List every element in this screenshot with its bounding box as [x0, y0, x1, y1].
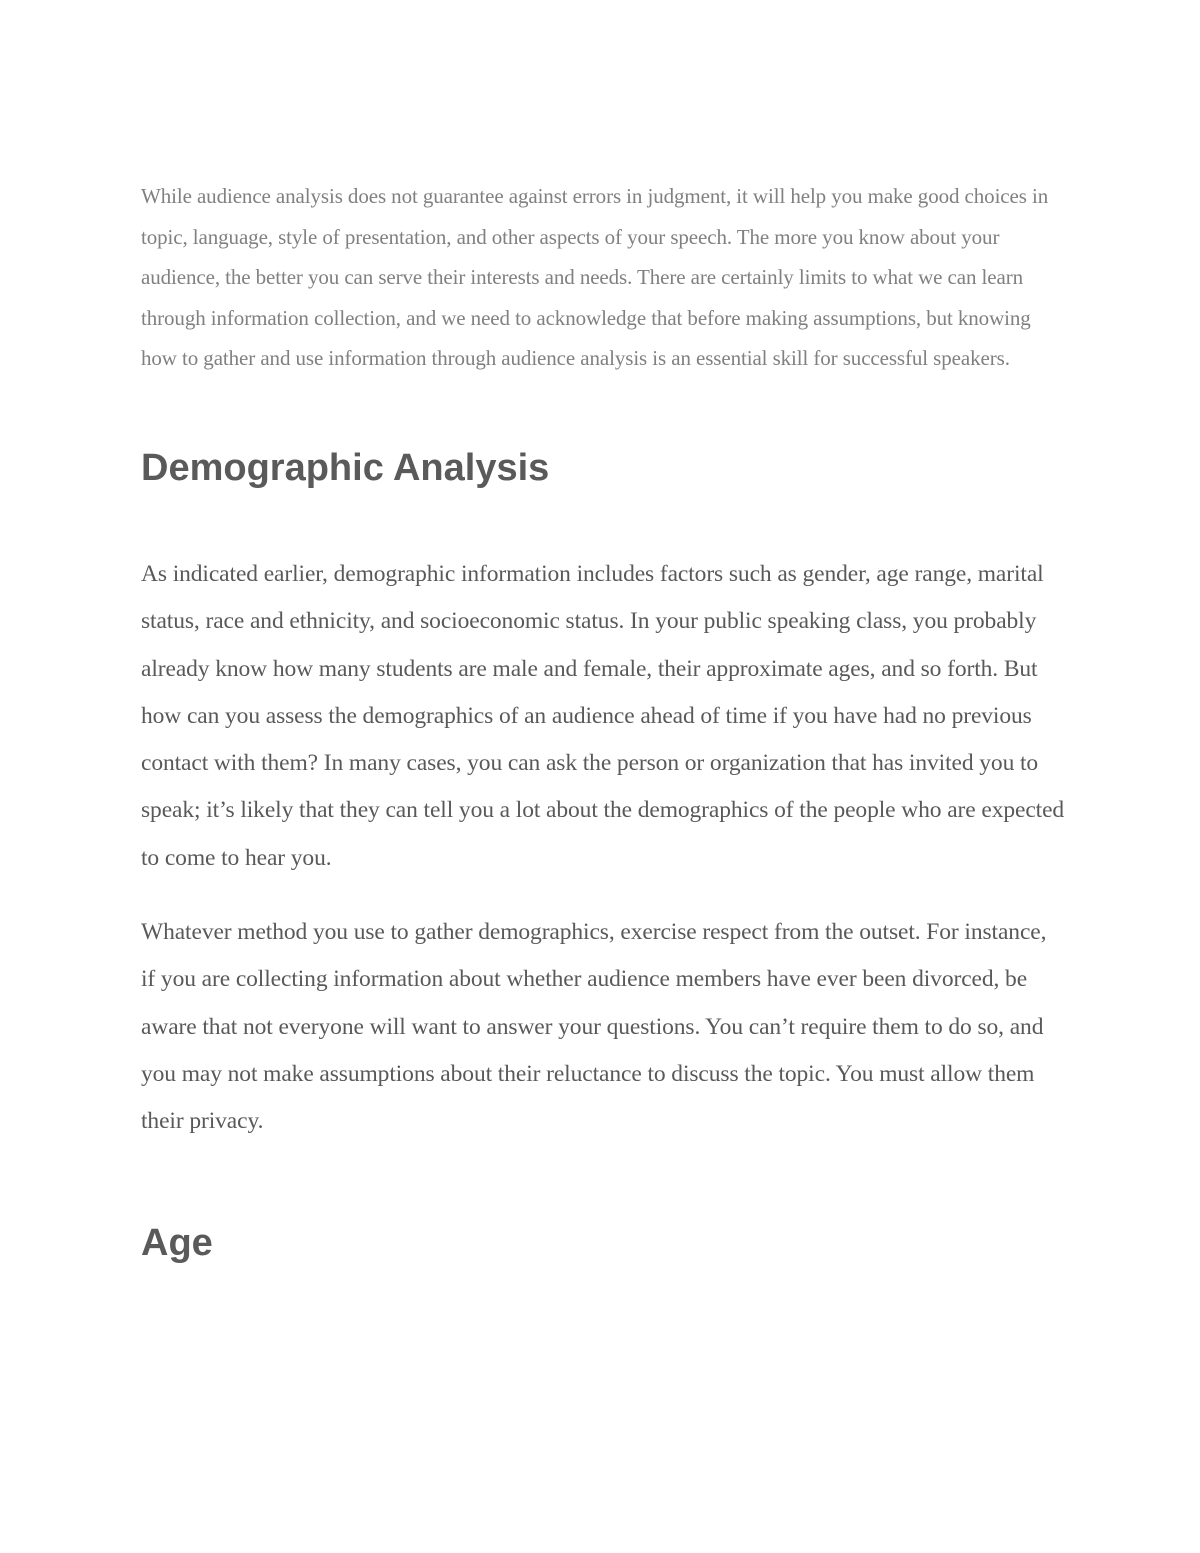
document-content	[141, 176, 1066, 1266]
heading-age: Age	[141, 1221, 213, 1264]
heading-demographic-analysis: Demographic Analysis	[141, 446, 550, 489]
intro-paragraph: While audience analysis does not guarantee against errors in judgment, it will help you make good choices in topic, language, style of presentation, and other aspects of your speech. The more you know about your audience, the better you can serve their interests and needs. There are certainly limits to what we can learn through information collection, and we need to acknowledge that before making assumptions, but knowing how to gather and use information through audience analysis is an essential skill for successful speakers.	[141, 184, 1049, 371]
demographic-paragraph-1: As indicated earlier, demographic information includes factors such as gender, age range, marital status, race and ethnicity, and socioeconomic status. In your public speaking class, you probably already know how many students are male and female, their approximate ages, and so forth. But how can you assess the demographics of an audience ahead of time if you have had no previous contact with them? In many cases, you can ask the person or organization that has invited you to speak; it’s likely that they can tell you a lot about the demographics of the people who are expected to come to hear you.	[141, 560, 1065, 871]
demographic-paragraph-2: Whatever method you use to gather demographics, exercise respect from the outset. For instance, if you are collecting information about whether audience members have ever been divorced, be aware that not everyone will want to answer your questions. You can’t require them to do so, and you may not make assumptions about their reluctance to discuss the topic. You must allow them their privacy.	[141, 919, 1047, 1135]
